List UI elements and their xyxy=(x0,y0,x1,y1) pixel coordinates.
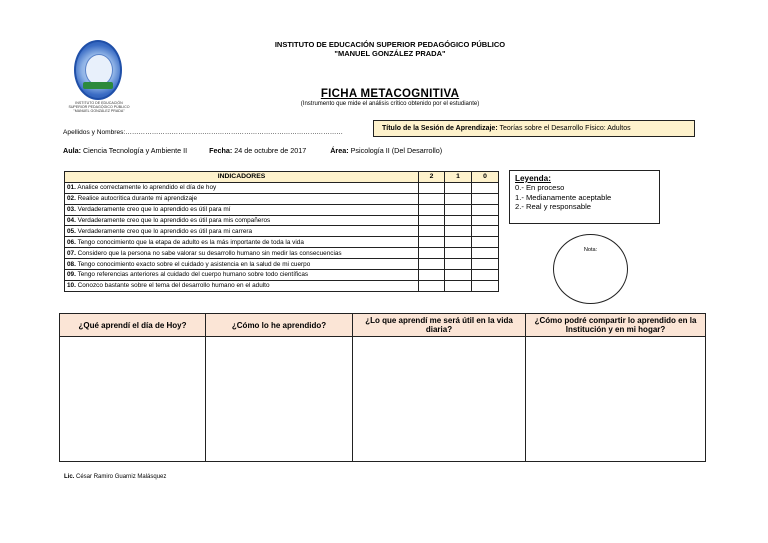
indicator-label: Tengo conocimiento exacto sobre el cuidado y asistencia en la salud de mi cuerpo xyxy=(77,260,311,268)
legend-item: 1.- Medianamente aceptable xyxy=(515,192,612,202)
reflection-table xyxy=(59,313,706,462)
indicator-text xyxy=(65,204,419,215)
indicators-table xyxy=(64,171,499,292)
answer-useful-daily-life[interactable] xyxy=(353,337,526,462)
aula-value: Ciencia Tecnología y Ambiente II xyxy=(82,146,188,155)
score-cell-2[interactable] xyxy=(419,182,445,193)
question-how-learned: ¿Cómo lo he aprendido? xyxy=(206,314,353,337)
grade-circle[interactable] xyxy=(553,234,628,304)
indicator-row xyxy=(65,204,499,215)
score-cell-1[interactable] xyxy=(445,204,472,215)
indicator-text xyxy=(65,248,419,259)
score-cell-1[interactable] xyxy=(445,182,472,193)
legend-box xyxy=(509,170,660,224)
indicator-label: Realice autocrítica durante mi aprendizaje xyxy=(77,195,198,203)
indicator-text xyxy=(65,182,419,193)
institution-name: INSTITUTO DE EDUCACIÓN SUPERIOR PEDAGÓGICO PÚBLICO xyxy=(274,40,506,49)
reflection-answer-row xyxy=(60,337,706,462)
indicator-number: 07. xyxy=(67,249,76,257)
session-title-label: Título de la Sesión de Aprendizaje: xyxy=(382,125,498,132)
score-cell-1[interactable] xyxy=(445,237,472,248)
score-cell-0[interactable] xyxy=(472,204,499,215)
indicator-number: 06. xyxy=(67,238,76,246)
indicator-row xyxy=(65,215,499,226)
score-cell-2[interactable] xyxy=(419,215,445,226)
score-cell-2[interactable] xyxy=(419,226,445,237)
score-cell-2[interactable] xyxy=(419,193,445,204)
score-cell-2[interactable] xyxy=(419,248,445,259)
indicator-number: 04. xyxy=(67,217,76,224)
score-header-1: 1 xyxy=(445,172,472,183)
name-field[interactable] xyxy=(63,129,343,136)
indicator-number: 05. xyxy=(67,227,76,235)
indicator-label: Verdaderamente creo que lo aprendido es útil para mí xyxy=(77,206,231,214)
indicator-number: 09. xyxy=(67,271,76,279)
indicator-text xyxy=(65,237,419,248)
indicator-number: 10. xyxy=(67,282,76,290)
name-label: Apellidos y Nombres: xyxy=(63,129,126,136)
score-cell-1[interactable] xyxy=(445,193,472,204)
indicator-label: Considero que la persona no sabe valorar su desarrollo humano sin medir las consecuencias xyxy=(77,249,342,257)
score-cell-2[interactable] xyxy=(419,237,445,248)
score-cell-2[interactable] xyxy=(419,280,445,291)
legend-item: 0.- En proceso xyxy=(515,183,565,193)
aula-label: Aula: xyxy=(63,146,81,155)
score-cell-1[interactable] xyxy=(445,270,472,281)
legend-title: Leyenda: xyxy=(515,174,551,183)
answer-learned-today[interactable] xyxy=(60,337,206,462)
score-cell-0[interactable] xyxy=(472,270,499,281)
indicator-row xyxy=(65,226,499,237)
indicator-number: 02. xyxy=(67,195,76,203)
answer-how-learned[interactable] xyxy=(206,337,353,462)
indicator-text xyxy=(65,226,419,237)
score-cell-0[interactable] xyxy=(472,280,499,291)
session-title-box xyxy=(373,120,695,137)
question-useful-daily-life: ¿Lo que aprendí me será útil en la vida diaria? xyxy=(353,314,526,337)
fecha-value: 24 de octubre de 2017 xyxy=(234,146,307,155)
area-label: Área: xyxy=(330,146,349,155)
indicator-text xyxy=(65,270,419,281)
fecha-label: Fecha: xyxy=(209,146,233,155)
grade-label: Nota: xyxy=(583,247,598,253)
legend-item: 2.- Real y responsable xyxy=(515,201,591,211)
indicator-text xyxy=(65,259,419,270)
indicator-label: Verdaderamente creo que lo aprendido es útil para mis compañeros xyxy=(77,217,271,224)
institution-logo xyxy=(74,40,122,100)
indicator-number: 08. xyxy=(67,260,76,268)
name-dotted-line: ……………………………………………………………………………………… xyxy=(125,129,343,136)
question-share-learning: ¿Cómo podré compartir lo aprendido en la Institución y en mi hogar? xyxy=(526,314,706,337)
indicator-row xyxy=(65,193,499,204)
score-cell-1[interactable] xyxy=(445,215,472,226)
reflection-header-row xyxy=(60,314,706,337)
session-title-value: Teorías sobre el Desarrollo Físico: Adultos xyxy=(499,125,631,132)
score-cell-1[interactable] xyxy=(445,248,472,259)
teacher-signature xyxy=(64,474,166,480)
logo-caption xyxy=(66,101,132,114)
score-cell-0[interactable] xyxy=(472,215,499,226)
score-cell-2[interactable] xyxy=(419,204,445,215)
indicator-row xyxy=(65,280,499,291)
logo-caption-line2: "MANUEL GONZÁLEZ PRADA" xyxy=(73,109,125,114)
document-title: FICHA METACOGNITIVA xyxy=(320,88,460,100)
indicator-row xyxy=(65,237,499,248)
answer-share-learning[interactable] xyxy=(526,337,706,462)
institution-subname: "MANUEL GONZÁLEZ PRADA" xyxy=(334,49,446,58)
score-cell-0[interactable] xyxy=(472,193,499,204)
score-cell-0[interactable] xyxy=(472,248,499,259)
indicator-row xyxy=(65,259,499,270)
info-row xyxy=(63,146,442,155)
logo-caption-line1: INSTITUTO DE EDUCACIÓN SUPERIOR PEDAGÓGICO PÚBLICO xyxy=(68,101,130,110)
document-subtitle: (Instrumento que mide el análisis crítico obtenido por el estudiante) xyxy=(300,101,480,107)
score-cell-2[interactable] xyxy=(419,270,445,281)
question-learned-today: ¿Qué aprendí el día de Hoy? xyxy=(60,314,206,337)
score-cell-0[interactable] xyxy=(472,259,499,270)
signature-name: César Ramiro Guarniz Malásquez xyxy=(76,474,167,480)
score-cell-0[interactable] xyxy=(472,226,499,237)
indicator-text xyxy=(65,280,419,291)
indicator-label: Conozco bastante sobre el tema del desarrollo humano en el adulto xyxy=(77,282,270,290)
logo-ribbon xyxy=(83,82,113,89)
indicator-label: Tengo referencias anteriores al cuidado del cuerpo humano sobre todo científicas xyxy=(77,271,309,279)
indicator-label: Tengo conocimiento que la etapa de adulto es la más importante de toda la vida xyxy=(77,238,304,246)
indicator-number: 01. xyxy=(67,184,76,192)
score-header-0: 0 xyxy=(472,172,499,183)
score-cell-2[interactable] xyxy=(419,259,445,270)
indicator-row xyxy=(65,270,499,281)
indicator-label: Verdaderamente creo que lo aprendido es útil para mi carrera xyxy=(77,227,253,235)
score-header-2: 2 xyxy=(419,172,445,183)
score-cell-1[interactable] xyxy=(445,226,472,237)
score-cell-1[interactable] xyxy=(445,259,472,270)
indicator-row xyxy=(65,182,499,193)
indicator-label: Analice correctamente lo aprendido el día de hoy xyxy=(77,184,217,192)
indicator-number: 03. xyxy=(67,206,76,214)
indicator-text xyxy=(65,193,419,204)
indicator-text xyxy=(65,215,419,226)
indicators-header-row xyxy=(65,172,499,183)
indicators-header: INDICADORES xyxy=(65,172,419,183)
indicator-row xyxy=(65,248,499,259)
area-value: Psicología II (Del Desarrollo) xyxy=(350,146,443,155)
signature-prefix: Lic. xyxy=(64,474,75,480)
score-cell-0[interactable] xyxy=(472,182,499,193)
score-cell-0[interactable] xyxy=(472,237,499,248)
score-cell-1[interactable] xyxy=(445,280,472,291)
